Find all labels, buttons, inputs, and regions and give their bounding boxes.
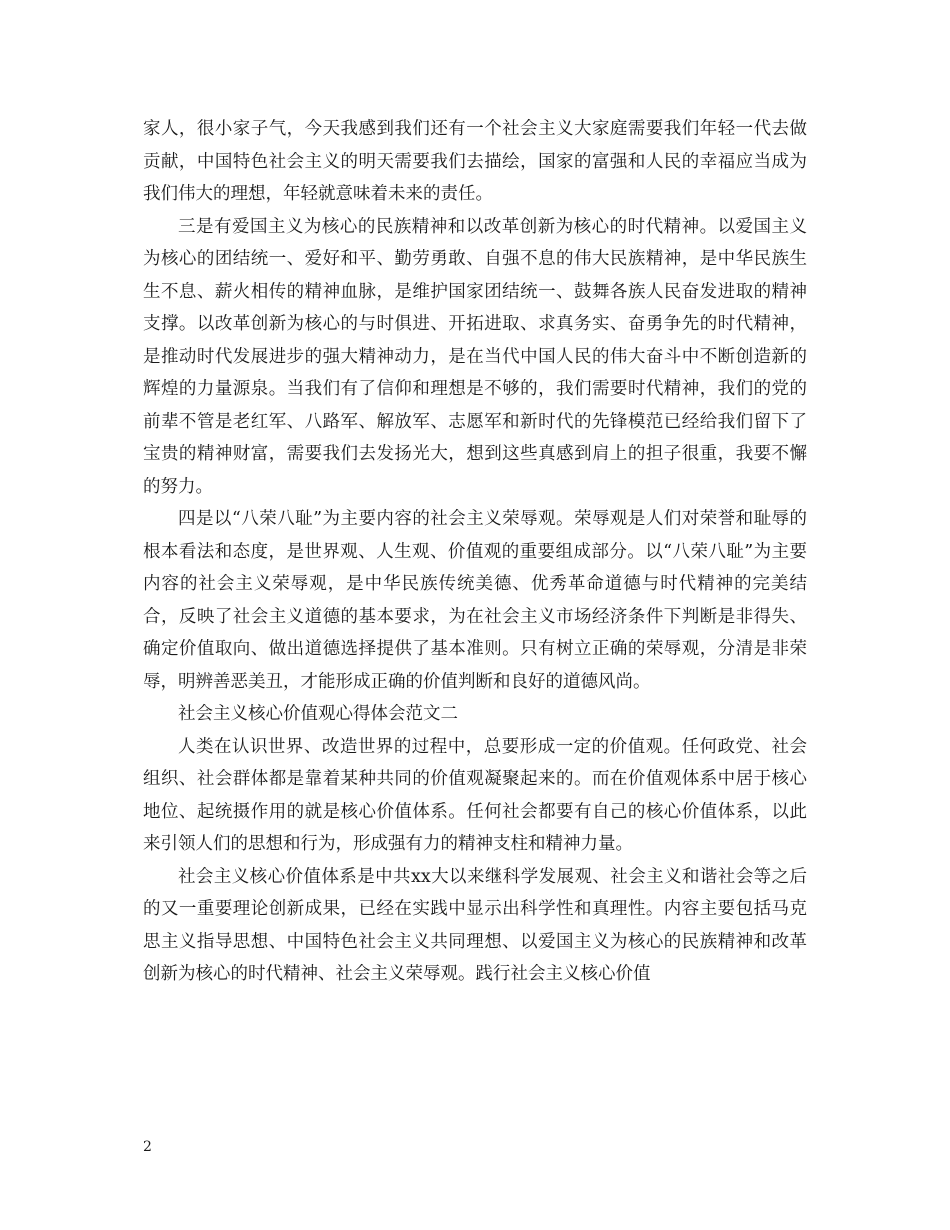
paragraph-national-spirit: 三是有爱国主义为核心的民族精神和以改革创新为核心的时代精神。以爱国主义为核心的团结统一、爱好和平、勤劳勇敢、自强不息的伟大民族精神，是中华民族生生不息、薪火相传的精神血脉，是维护国家团结统一、鼓舞各族人民奋发进取的精神支撑。以改革创新为核心的与时俱进、开拓进取、求真务实、奋勇争先的时代精神，是推动时代发展进步的强大精神动力，是在当代中国人民的伟大奋斗中不断创造新的辉煌的力量源泉。当我们有了信仰和理想是不够的，我们需要时代精神，我们的党的前辈不管是老红军、八路军、解放军、志愿军和新时代的先锋模范已经给我们留下了宝贵的精神财富，需要我们去发扬光大，想到这些真感到肩上的担子很重，我要不懈的努力。 <box>143 216 807 497</box>
page-number: 2 <box>143 1139 152 1155</box>
section-heading: 社会主义核心价值观心得体会范文二 <box>178 704 458 724</box>
paragraph-continuation: 家人，很小家子气，今天我感到我们还有一个社会主义大家庭需要我们年轻一代去做贡献，中国特色社会主义的明天需要我们去描绘，国家的富强和人民的幸福应当成为我们伟大的理想，年轻就意味着未来的责任。 <box>143 119 807 204</box>
paragraph-core-values: 社会主义核心价值体系是中共xx大以来继科学发展观、社会主义和谐社会等之后的又一重要理论创新成果，已经在实践中显示出科学性和真理性。内容主要包括马克思主义指导思想、中国特色社会主义共同理想、以爱国主义为核心的民族精神和改革创新为核心的时代精神、社会主义荣辱观。践行社会主义核心价值 <box>143 866 807 984</box>
paragraph-honor-disgrace: 四是以“八荣八耻”为主要内容的社会主义荣辱观。荣辱观是人们对荣誉和耻辱的根本看法和态度，是世界观、人生观、价值观的重要组成部分。以“八荣八耻”为主要内容的社会主义荣辱观，是中华民族传统美德、优秀革命道德与时代精神的完美结合，反映了社会主义道德的基本要求，为在社会主义市场经济条件下判断是非得失、确定价值取向、做出道德选择提供了基本准则。只有树立正确的荣辱观，分清是非荣辱，明辨善恶美丑，才能形成正确的价值判断和良好的道德风尚。 <box>143 509 807 692</box>
paragraph-value-system: 人类在认识世界、改造世界的过程中，总要形成一定的价值观。任何政党、社会组织、社会群体都是靠着某种共同的价值观凝聚起来的。而在价值观体系中居于核心地位、起统摄作用的就是核心价值体系。任何社会都要有自己的核心价值体系，以此来引领人们的思想和行为，形成强有力的精神支柱和精神力量。 <box>143 736 807 854</box>
document-body <box>143 113 807 991</box>
